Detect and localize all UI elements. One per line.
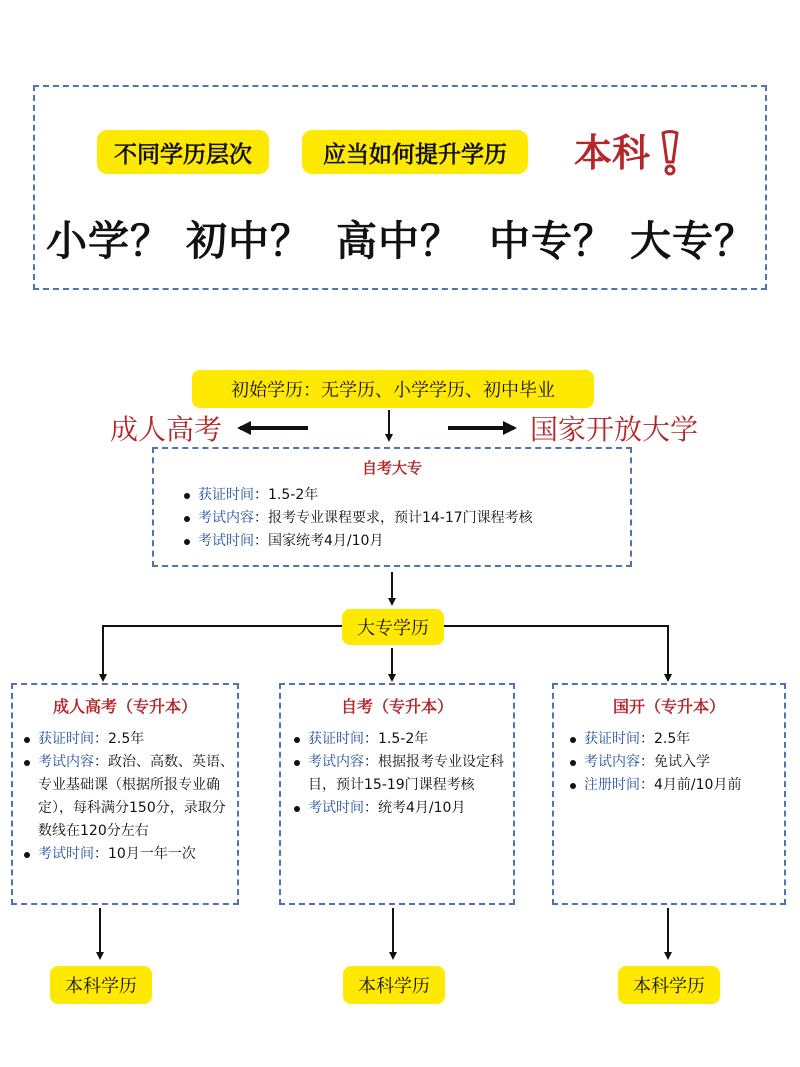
line-right xyxy=(444,626,668,678)
self-exam-upgrade-title: 自考（专升本） xyxy=(340,697,453,716)
list-item: 获证时间：2.5年 xyxy=(568,728,782,751)
list-item: 考试时间：10月一年一次 xyxy=(22,843,236,866)
list-item: 获证时间：1.5-2年 xyxy=(292,728,506,751)
result-open-university: 本科学历 xyxy=(618,966,720,1004)
college-degree-node: 大专学历 xyxy=(342,609,444,645)
result-adult-exam: 本科学历 xyxy=(50,966,152,1004)
question-college: 大专？ xyxy=(630,217,756,265)
header-tag-levels: 不同学历层次 xyxy=(97,130,269,174)
exclamation-icon xyxy=(656,130,684,176)
list-item: 考试时间：国家统考4月/10月 xyxy=(182,530,622,553)
question-senior: 高中？ xyxy=(336,217,462,265)
list-item: 注册时间：4月前/10月前 xyxy=(568,774,782,797)
list-item: 考试时间：统考4月/10月 xyxy=(292,797,506,820)
adult-exam-title: 成人高考（专升本） xyxy=(52,697,197,716)
header-highlight xyxy=(574,130,684,176)
open-university-list xyxy=(568,728,782,797)
list-item: 考试内容：报考专业课程要求，预计14-17门课程考核 xyxy=(182,507,622,530)
list-item: 获证时间：2.5年 xyxy=(22,728,236,751)
question-junior: 初中？ xyxy=(186,217,312,265)
open-university-title: 国开（专升本） xyxy=(612,697,725,716)
list-item: 考试内容：免试入学 xyxy=(568,751,782,774)
result-self-exam: 本科学历 xyxy=(343,966,445,1004)
header-highlight-text: 本科 xyxy=(574,131,651,175)
line-left xyxy=(103,626,342,678)
adult-exam-list xyxy=(22,728,236,866)
self-exam-upgrade-list xyxy=(292,728,506,820)
self-exam-title: 自考大专 xyxy=(361,459,422,477)
question-primary: 小学？ xyxy=(46,217,172,265)
header-tag-how: 应当如何提升学历 xyxy=(302,130,528,174)
start-node: 初始学历：无学历、小学学历、初中毕业 xyxy=(192,370,594,408)
list-item: 获证时间：1.5-2年 xyxy=(182,484,622,507)
branch-open-university: 国家开放大学 xyxy=(530,413,699,446)
branch-adult-exam: 成人高考 xyxy=(110,413,223,446)
self-exam-list xyxy=(182,484,622,553)
list-item: 考试内容：政治、高数、英语、专业基础课（根据所报专业确定），每科满分150分，录取分数线在120分左右 xyxy=(22,751,236,843)
question-vocational: 中专？ xyxy=(489,217,615,265)
list-item: 考试内容：根据报考专业设定科目，预计15-19门课程考核 xyxy=(292,751,506,797)
